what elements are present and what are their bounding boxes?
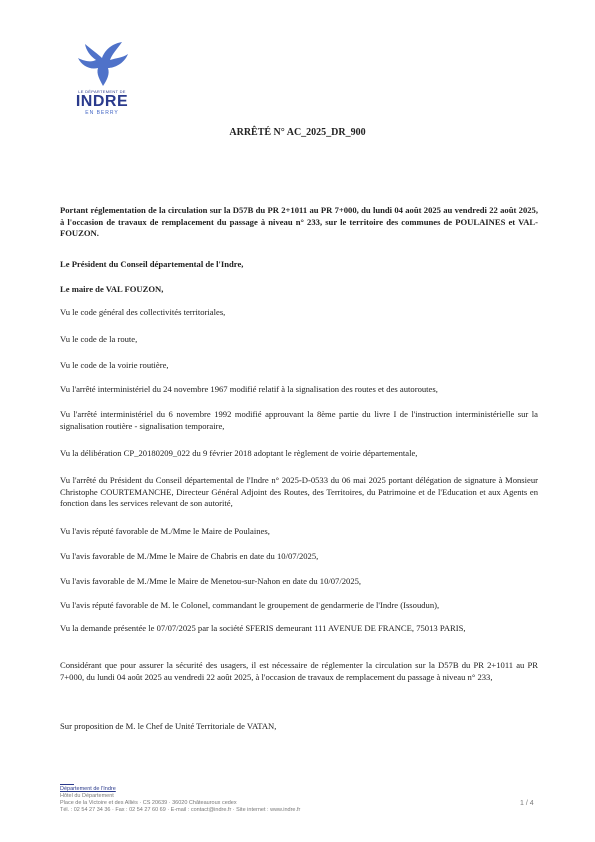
vu-paragraph: Vu l'avis favorable de M./Mme le Maire de Chabris en date du 10/07/2025, bbox=[60, 551, 319, 561]
proposition-paragraph: Sur proposition de M. le Chef de Unité Territoriale de VATAN, bbox=[60, 721, 277, 731]
logo-sub: EN BERRY bbox=[85, 110, 119, 116]
vu-paragraph: Vu l'avis réputé favorable de M./Mme le Maire de Poulaines, bbox=[60, 526, 270, 536]
mayor-line: Le maire de VAL FOUZON, bbox=[60, 284, 164, 294]
vu-paragraph: Vu l'avis réputé favorable de M. le Colonel, commandant le groupement de gendarmerie de l'Indre (Issoudun), bbox=[60, 600, 440, 610]
footer-dept: Département de l'Indre bbox=[60, 786, 116, 792]
department-logo bbox=[62, 40, 142, 120]
page-number: 1 / 4 bbox=[520, 800, 534, 807]
vu-paragraph: Vu l'arrêté interministériel du 6 novembre 1992 modifié approuvant la 8ème partie du livre I de l'instruction interministérielle sur la signalisation routière - signalisation temporaire, bbox=[60, 409, 538, 431]
vu-paragraph: Vu le code général des collectivités territoriales, bbox=[60, 307, 226, 317]
document-title: ARRÊTÉ N° AC_2025_DR_900 bbox=[229, 127, 366, 138]
vu-paragraph: Vu la demande présentée le 07/07/2025 par la société SFERIS demeurant 111 AVENUE DE FRANCE, 75013 PARIS, bbox=[60, 623, 466, 633]
vu-paragraph: Vu le code de la route, bbox=[60, 334, 138, 344]
footer-line: Tél. : 02 54 27 34 36 · Fax : 02 54 27 60 69 · E-mail : contact@indre.fr · Site internet : www.indre.fr bbox=[60, 807, 301, 813]
vu-paragraph: Vu le code de la voirie routière, bbox=[60, 360, 169, 370]
bird-icon bbox=[76, 40, 130, 88]
logo-small-text: LE DÉPARTEMENT DE bbox=[78, 89, 126, 94]
considerant-paragraph: Considérant que pour assurer la sécurité des usagers, il est nécessaire de réglementer la circulation sur la D57B du PR 2+1011 au PR 7+000, du lundi 04 août 2025 au vendredi 22 août 2025, à l'occasion de travaux de remplacement du passage à niveau n° 233, bbox=[60, 660, 538, 682]
vu-paragraph: Vu la délibération CP_20180209_022 du 9 février 2018 adoptant le règlement de voirie départementale, bbox=[60, 448, 418, 458]
president-line: Le Président du Conseil départemental de l'Indre, bbox=[60, 259, 244, 269]
footer-line: Hôtel du Département bbox=[60, 793, 114, 799]
subject-paragraph: Portant réglementation de la circulation sur la D57B du PR 2+1011 au PR 7+000, du lundi 04 août 2025 au vendredi 22 août 2025, à l'occasion de travaux de remplacement du passage à niveau n° 233, sur le territoire des communes de POULAINES et VAL-FOUZON. bbox=[60, 205, 538, 238]
footer-line: Place de la Victoire et des Alliés · CS 20639 · 36020 Châteauroux cedex bbox=[60, 800, 237, 806]
vu-paragraph: Vu l'arrêté du Président du Conseil départemental de l'Indre n° 2025-D-0533 du 06 mai 2025 portant délégation de signature à Monsieur Christophe COURTEMANCHE, Directeur Général Adjoint des Routes, des Territoires, du Patrimoine et de l'Education et aux Agents en fonction dans les services relevant de son autorité, bbox=[60, 475, 538, 508]
logo-name: INDRE bbox=[75, 93, 129, 110]
vu-paragraph: Vu l'avis favorable de M./Mme le Maire de Menetou-sur-Nahon en date du 10/07/2025, bbox=[60, 576, 362, 586]
footer-rule bbox=[60, 784, 74, 785]
footer bbox=[60, 786, 540, 814]
vu-paragraph: Vu l'arrêté interministériel du 24 novembre 1967 modifié relatif à la signalisation des routes et des autoroutes, bbox=[60, 384, 438, 394]
